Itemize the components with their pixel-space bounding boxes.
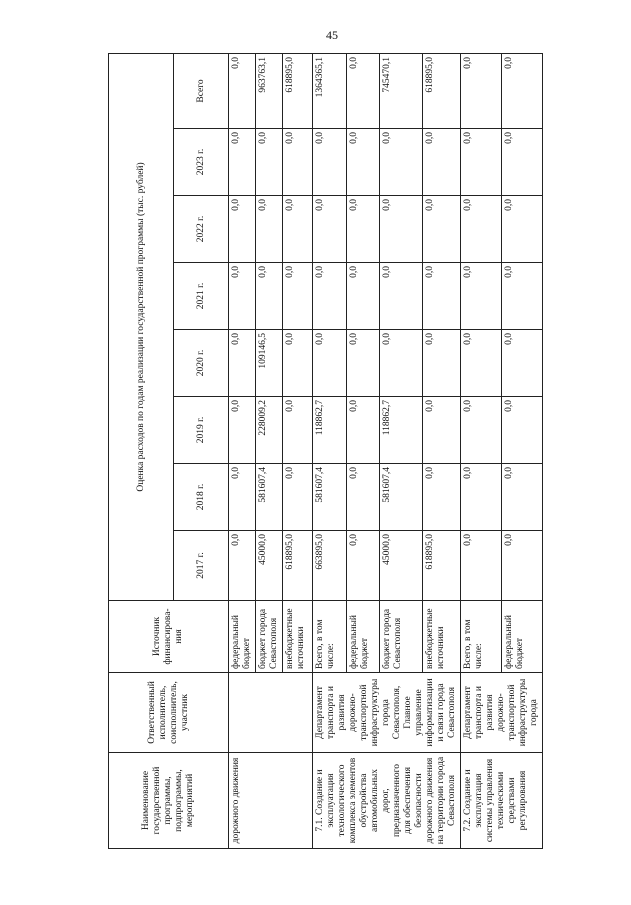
value-cell: 0,0 [422,263,460,330]
value-cell: 0,0 [380,129,423,196]
source-cell: федеральный бюджет [229,601,256,673]
header-year: 2020 г. [174,330,229,397]
value-cell: 0,0 [313,196,347,263]
value-cell: 0,0 [256,263,283,330]
value-cell: 0,0 [346,330,380,397]
total-cell: 745470,1 [380,53,423,128]
value-cell: 618895,0 [283,531,313,601]
value-cell: 0,0 [461,196,502,263]
value-cell: 663895,0 [313,531,347,601]
value-cell: 0,0 [256,129,283,196]
executor-cell: Департамент транспорта и развития дорожно-транспортной инфраструктуры города Севастополя, Главное управление информатизации и связи города Севастополя [313,673,461,753]
value-cell: 0,0 [283,330,313,397]
value-cell: 0,0 [346,397,380,464]
total-cell: 618895,0 [422,53,460,128]
header-year: 2017 г. [174,531,229,601]
value-cell: 0,0 [229,129,256,196]
value-cell: 0,0 [502,129,543,196]
header-total: Всего [174,53,229,128]
header-source: Источник финансирова-ния [109,601,229,673]
value-cell: 0,0 [461,129,502,196]
value-cell: 118862,7 [380,397,423,464]
total-cell: 1364365,1 [313,53,347,128]
table-row [461,53,502,848]
total-cell: 0,0 [346,53,380,128]
rotated-table-container [108,54,543,849]
value-cell: 0,0 [346,196,380,263]
value-cell: 0,0 [256,196,283,263]
header-year: 2019 г. [174,397,229,464]
total-cell: 618895,0 [283,53,313,128]
executor-cell: Департамент транспорта и развития дорожно-транспортной инфраструктуры города [461,673,543,753]
source-cell: Всего, в том числе: [313,601,347,673]
source-cell: внебюджетные источники [422,601,460,673]
value-cell: 0,0 [461,531,502,601]
header-year: 2022 г. [174,196,229,263]
value-cell: 0,0 [346,531,380,601]
value-cell: 0,0 [229,330,256,397]
source-cell: Всего, в том числе: [461,601,502,673]
measure-name-cell: 7.2. Создание и эксплуатация системы управления техническими средствами регулирования [461,753,543,849]
value-cell: 0,0 [229,464,256,531]
total-cell: 0,0 [229,53,256,128]
page-number: 45 [326,28,338,42]
header-year: 2023 г. [174,129,229,196]
value-cell: 0,0 [502,531,543,601]
value-cell: 45000,0 [256,531,283,601]
value-cell: 0,0 [229,196,256,263]
executor-cell [229,673,313,753]
total-cell: 0,0 [502,53,543,128]
value-cell: 0,0 [502,330,543,397]
table-body [229,53,543,848]
value-cell: 0,0 [422,330,460,397]
value-cell: 0,0 [229,397,256,464]
header-year: 2018 г. [174,464,229,531]
value-cell: 0,0 [346,129,380,196]
table-row [229,53,256,848]
value-cell: 0,0 [283,397,313,464]
source-cell: бюджет города Севастополя [256,601,283,673]
value-cell: 0,0 [380,196,423,263]
value-cell: 0,0 [422,196,460,263]
source-cell: федеральный бюджет [502,601,543,673]
value-cell: 0,0 [461,330,502,397]
value-cell: 0,0 [283,129,313,196]
value-cell: 0,0 [283,263,313,330]
value-cell: 0,0 [229,263,256,330]
value-cell: 0,0 [380,330,423,397]
value-cell: 0,0 [313,129,347,196]
value-cell: 0,0 [461,464,502,531]
source-cell: внебюджетные источники [283,601,313,673]
value-cell: 0,0 [229,531,256,601]
value-cell: 0,0 [313,330,347,397]
measure-name-cell: 7.1. Создание и эксплуатация технологического комплекса элементов обустройства автомобильных дорог, предназначенного для обеспечения безопасности дорожного движения на территории города Севастополя [313,753,461,849]
value-cell: 581607,4 [380,464,423,531]
header-year: 2021 г. [174,263,229,330]
value-cell: 0,0 [283,464,313,531]
measure-name-cell: дорожного движения [229,753,313,849]
value-cell: 0,0 [346,263,380,330]
value-cell: 0,0 [502,263,543,330]
header-executor: Ответственный исполнитель, соисполнитель, участник [109,673,229,753]
total-cell: 963763,1 [256,53,283,128]
value-cell: 0,0 [461,397,502,464]
value-cell: 118862,7 [313,397,347,464]
header-name: Наименование государственной программы, подпрограммы, мероприятий [109,753,229,849]
value-cell: 0,0 [422,397,460,464]
value-cell: 0,0 [283,196,313,263]
source-cell: федеральный бюджет [346,601,380,673]
value-cell: 581607,4 [256,464,283,531]
value-cell: 45000,0 [380,531,423,601]
value-cell: 109146,5 [256,330,283,397]
value-cell: 228009,2 [256,397,283,464]
value-cell: 0,0 [313,263,347,330]
budget-table-page [108,54,543,849]
value-cell: 0,0 [422,464,460,531]
budget-table [108,53,543,849]
value-cell: 0,0 [502,196,543,263]
value-cell: 618895,0 [422,531,460,601]
header-estimate: Оценка расходов по годам реализации государственной программы (тыс. рублей) [109,53,174,600]
value-cell: 0,0 [461,263,502,330]
value-cell: 0,0 [502,397,543,464]
total-cell: 0,0 [461,53,502,128]
value-cell: 0,0 [422,129,460,196]
source-cell: бюджет города Севастополя [380,601,423,673]
value-cell: 0,0 [346,464,380,531]
value-cell: 0,0 [502,464,543,531]
table-row [313,53,347,848]
value-cell: 581607,4 [313,464,347,531]
value-cell: 0,0 [380,263,423,330]
